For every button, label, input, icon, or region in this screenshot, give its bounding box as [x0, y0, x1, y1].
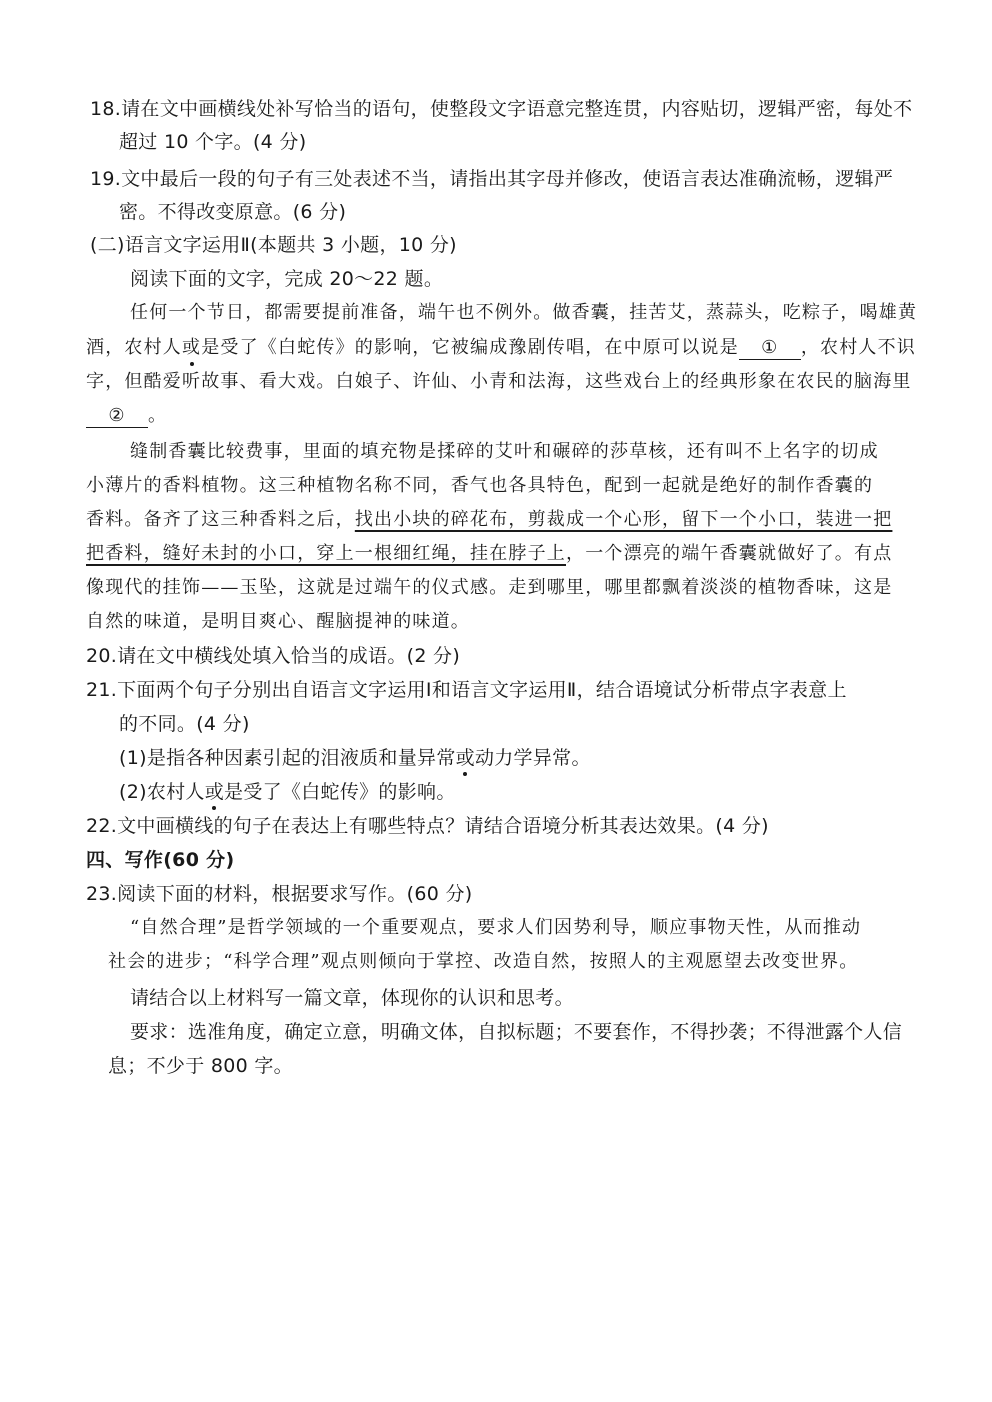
q19-line-1: 19.文中最后一段的句子有三处表述不当，请指出其字母并修改，使语言表达准确流畅，逻辑严	[90, 168, 894, 190]
passage-text: ，农村人不识	[800, 337, 917, 358]
passage-p2-line-4	[86, 541, 892, 567]
passage-text: ，一个漂亮的端午香囊就做好了。有点	[566, 543, 893, 564]
section-4-heading: 四、写作(60 分)	[86, 849, 235, 871]
passage-text: 。	[148, 405, 168, 426]
sentence-text: (2)农村人	[119, 781, 205, 803]
sentence-text: 是受了《白蛇传》的影响。	[224, 781, 456, 803]
passage-text: 酒，农村人	[86, 337, 182, 358]
q22-line-1: 22.文中画横线的句子在表达上有哪些特点？请结合语境分析其表达效果。(4 分)	[86, 815, 769, 837]
blank-1: ①	[739, 337, 801, 360]
q19-line-2: 密。不得改变原意。(6 分)	[119, 201, 347, 223]
q18-line-2: 超过 10 个字。(4 分)	[119, 131, 307, 153]
q23-material-line-1: “自然合理”是哲学领域的一个重要观点，要求人们因势利导，顺应事物天性，从而推动	[130, 917, 862, 938]
dotted-character: 或	[204, 781, 225, 803]
q21-line-1: 21.下面两个句子分别出自语言文字运用Ⅰ和语言文字运用Ⅱ，结合语境试分析带点字表意上	[86, 679, 847, 701]
sentence-text: 动力学异常。	[474, 747, 591, 769]
passage-p2-line-2: 小薄片的香料植物。这三种植物名称不同，香气也各具特色，配到一起就是绝好的制作香囊的	[86, 475, 874, 496]
passage-p2-line-1: 缝制香囊比较费事，里面的填充物是揉碎的艾叶和碾碎的莎草核，还有叫不上名字的切成	[130, 441, 879, 462]
q21-sentence-1	[119, 745, 591, 771]
q23-prompt: 请结合以上材料写一篇文章，体现你的认识和思考。	[130, 987, 574, 1009]
underlined-sentence: 找出小块的碎花布，剪裁成一个心形，留下一个小口，装进一把	[354, 509, 893, 530]
q23-line-1: 23.阅读下面的材料，根据要求写作。(60 分)	[86, 883, 473, 905]
blank-2: ②	[86, 405, 148, 428]
passage-text: 是受了《白蛇传》的影响，它被编成豫剧传唱，在中原可以说是	[201, 337, 739, 358]
passage-p2-line-3	[86, 507, 892, 533]
q23-material-line-2: 社会的进步；“科学合理”观点则倾向于掌控、改造自然，按照人的主观愿望去改变世界。	[108, 951, 859, 972]
underlined-sentence: 把香料，缝好未封的小口，穿上一根细红绳，挂在脖子上	[86, 543, 566, 564]
passage-p2-line-6: 自然的味道，是明目爽心、醒脑提神的味道。	[86, 611, 470, 632]
passage-p2-line-5: 像现代的挂饰——玉坠，这就是过端午的仪式感。走到哪里，哪里都飘着淡淡的植物香味，这是	[86, 577, 893, 598]
section-2-heading: (二)语言文字运用Ⅱ(本题共 3 小题，10 分)	[90, 234, 457, 256]
passage-text: 香料。备齐了这三种香料之后，	[86, 509, 355, 530]
passage-p1-line-2	[86, 335, 916, 361]
q23-requirements-line-2: 息；不少于 800 字。	[108, 1055, 293, 1077]
passage-p1-line-3: 字，但酷爱听故事、看大戏。白娘子、许仙、小青和法海，这些戏台上的经典形象在农民的脑海里	[86, 371, 912, 392]
dotted-character: 或	[455, 747, 475, 769]
q21-sentence-2	[119, 779, 456, 805]
sentence-text: (1)是指各种因素引起的泪液质和量异常	[119, 747, 456, 769]
section-2-instruction: 阅读下面的文字，完成 20～22 题。	[130, 268, 444, 290]
passage-p1-line-4	[86, 403, 167, 429]
passage-p1-line-1: 任何一个节日，都需要提前准备，端午也不例外。做香囊，挂苦艾，蒸蒜头，吃粽子，喝雄黄	[130, 302, 918, 323]
q20-line-1: 20.请在文中横线处填入恰当的成语。(2 分)	[86, 645, 461, 667]
dotted-character: 或	[182, 335, 201, 361]
q21-line-2: 的不同。(4 分)	[119, 713, 250, 735]
q23-requirements-line-1: 要求：选准角度，确定立意，明确文体，自拟标题；不要套作，不得抄袭；不得泄露个人信	[130, 1021, 903, 1043]
q18-line-1: 18.请在文中画横线处补写恰当的语句，使整段文字语意完整连贯，内容贴切，逻辑严密，每处不	[90, 98, 913, 120]
